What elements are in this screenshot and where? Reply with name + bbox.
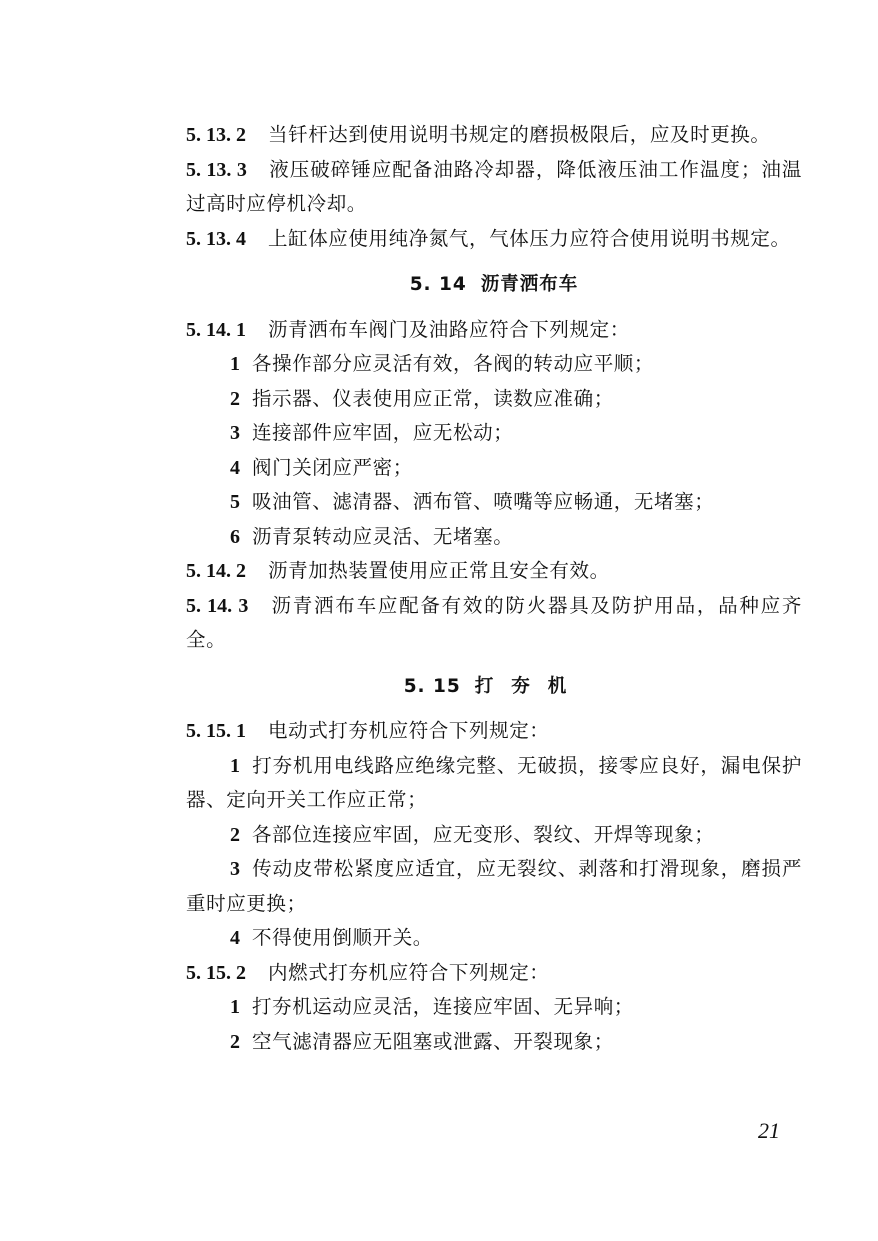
item-number: 1	[230, 754, 240, 777]
item-number: 1	[230, 353, 240, 375]
clause-number: 5. 14. 2	[186, 560, 246, 582]
item-number: 4	[230, 456, 240, 479]
item-number: 2	[230, 387, 240, 410]
clause-paragraph	[186, 714, 802, 749]
section-title: 打夯机	[474, 675, 585, 697]
clause-text: 沥青洒布车阀门及油路应符合下列规定：	[268, 317, 630, 341]
item-text: 空气滤清器应无阻塞或泄露、开裂现象；	[252, 1029, 614, 1053]
clause-number: 5. 15. 2	[186, 961, 246, 984]
item-text: 指示器、仪表使用应正常，读数应准确；	[252, 386, 614, 410]
clause-number: 5. 13. 2	[186, 124, 246, 146]
list-item	[186, 347, 802, 382]
item-number: 2	[230, 1030, 240, 1053]
document-body	[186, 118, 802, 1059]
list-item	[186, 416, 802, 451]
item-number: 3	[230, 422, 240, 444]
list-item	[186, 852, 802, 921]
clause-paragraph	[186, 153, 802, 222]
clause-paragraph	[186, 554, 802, 589]
clause-text: 当钎杆达到使用说明书规定的磨损极限后，应及时更换。	[268, 123, 771, 146]
item-text: 不得使用倒顺开关。	[252, 926, 433, 949]
section-number: 5. 14	[409, 274, 467, 295]
list-item	[186, 749, 802, 818]
section-title: 沥青洒布车	[480, 274, 579, 295]
list-item	[186, 990, 802, 1025]
item-text: 吸油管、滤清器、洒布管、喷嘴等应畅通，无堵塞；	[252, 490, 715, 513]
item-text: 打夯机用电线路应绝缘完整、无破损，接零应良好，漏电保护器、定向开关工作应正常；	[186, 753, 802, 811]
list-item	[186, 382, 802, 417]
list-item	[186, 1025, 802, 1060]
list-item	[186, 485, 802, 520]
list-item	[186, 451, 802, 486]
clause-number: 5. 14. 3	[186, 594, 249, 617]
item-text: 各操作部分应灵活有效，各阀的转动应平顺；	[252, 352, 655, 375]
clause-paragraph	[186, 118, 802, 153]
item-number: 6	[230, 525, 240, 548]
clause-text: 沥青加热装置使用应正常且安全有效。	[268, 559, 610, 582]
section-number: 5. 15	[403, 675, 461, 697]
item-text: 沥青泵转动应灵活、无堵塞。	[252, 524, 514, 548]
item-text: 连接部件应牢固，应无松动；	[252, 421, 514, 444]
page-number: 21	[758, 1118, 780, 1143]
item-text: 打夯机运动应灵活，连接应牢固、无异响；	[252, 995, 634, 1018]
clause-text: 电动式打夯机应符合下列规定：	[268, 719, 550, 742]
clause-text: 液压破碎锤应配备油路冷却器，降低液压油工作温度；油温过高时应停机冷却。	[186, 157, 803, 215]
item-text: 传动皮带松紧度应适宜，应无裂纹、剥落和打滑现象，磨损严重时应更换；	[186, 857, 802, 915]
clause-text: 沥青洒布车应配备有效的防火器具及防护用品，品种应齐全。	[186, 593, 802, 651]
clause-number: 5. 13. 4	[186, 227, 246, 250]
clause-paragraph	[186, 956, 802, 991]
clause-number: 5. 14. 1	[186, 318, 246, 341]
item-number: 1	[230, 996, 240, 1018]
clause-paragraph	[186, 222, 802, 257]
clause-text: 上缸体应使用纯净氮气，气体压力应符合使用说明书规定。	[268, 226, 791, 250]
item-number: 4	[230, 927, 240, 949]
item-number: 3	[230, 858, 240, 880]
list-item	[186, 921, 802, 956]
list-item	[186, 818, 802, 853]
clause-number: 5. 15. 1	[186, 720, 246, 742]
item-number: 5	[230, 491, 240, 513]
clause-paragraph	[186, 313, 802, 348]
list-item	[186, 520, 802, 555]
clause-number: 5. 13. 3	[186, 158, 247, 181]
section-heading	[186, 268, 802, 303]
section-heading	[186, 670, 802, 705]
item-number: 2	[230, 823, 240, 846]
item-text: 各部位连接应牢固，应无变形、裂纹、开焊等现象；	[252, 822, 715, 846]
item-text: 阀门关闭应严密；	[252, 455, 413, 479]
clause-text: 内燃式打夯机应符合下列规定：	[268, 960, 550, 984]
clause-paragraph	[186, 589, 802, 658]
